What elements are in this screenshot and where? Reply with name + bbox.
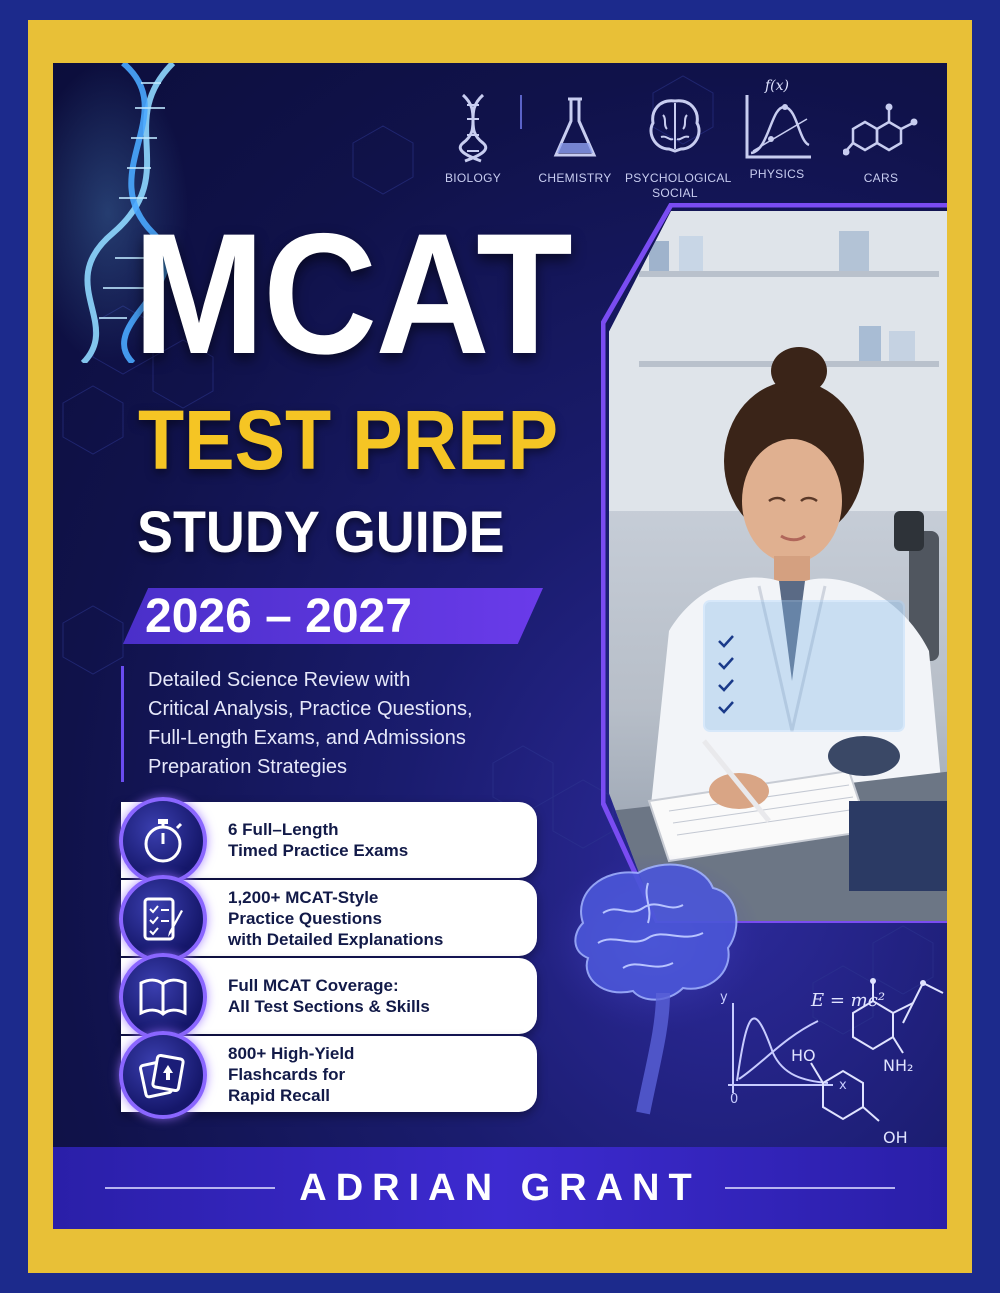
brain-icon (645, 93, 705, 163)
description-line: Full-Length Exams, and Admissions (148, 727, 466, 749)
category-label: PHYSICS (749, 167, 805, 181)
feature-line: with Detailed Explanations (228, 929, 444, 949)
description-line: Critical Analysis, Practice Questions, (148, 698, 473, 720)
graph-icon (741, 93, 813, 163)
category-chemistry (525, 93, 625, 186)
feature-line: 800+ High-Yield (228, 1043, 355, 1063)
molecule-nh2-label: NH₂ (883, 1056, 914, 1075)
feature-text (228, 958, 430, 1034)
feature-text (228, 880, 443, 956)
category-physics (727, 78, 827, 182)
title-study-guide: STUDY GUIDE (137, 500, 505, 565)
cover-panel (53, 63, 947, 1229)
category-label: CHEMISTRY (538, 171, 612, 185)
category-label: BIOLOGY (444, 171, 502, 185)
feature-practice-questions (121, 880, 537, 956)
category-cars (831, 93, 931, 186)
author-name: ADRIAN GRANT (299, 1167, 701, 1209)
student-photo (609, 211, 947, 921)
dna-icon (453, 93, 493, 163)
feature-icon-badge (119, 953, 207, 1041)
feature-line: Full MCAT Coverage: (228, 976, 399, 995)
checklist-icon (137, 893, 189, 945)
feature-icon-badge (119, 1031, 207, 1119)
graph-x-label: x (839, 1078, 847, 1093)
formula-emc2: E = mc² (811, 990, 886, 1011)
physics-formula: f(x) (764, 78, 789, 94)
feature-line: Timed Practice Exams (228, 841, 409, 860)
category-biology (423, 93, 523, 186)
feature-text (228, 1036, 354, 1112)
title-mcat: MCAT (133, 198, 571, 390)
flashcards-icon (137, 1049, 189, 1101)
category-divider (520, 95, 522, 129)
feature-line: Flashcards for (228, 1064, 346, 1084)
feature-icon-badge (119, 797, 207, 885)
category-label: PSYCHOLOGICAL (625, 171, 732, 185)
flask-icon (550, 93, 600, 163)
book-icon (137, 971, 189, 1023)
science-illustration (543, 853, 947, 1153)
description-line: Preparation Strategies (148, 756, 348, 778)
student-illustration (609, 211, 947, 921)
feature-line: All Test Sections & Skills (228, 997, 430, 1016)
description (121, 666, 568, 782)
graph-origin-label: 0 (730, 1092, 739, 1107)
feature-flashcards (121, 1036, 537, 1112)
feature-line: Practice Questions (228, 908, 383, 928)
feature-line: Rapid Recall (228, 1085, 331, 1105)
feature-line: 1,200+ MCAT-Style (228, 887, 379, 907)
stopwatch-icon (137, 815, 189, 867)
feature-icon-badge (119, 875, 207, 963)
category-label-line2: SOCIAL (652, 186, 698, 200)
title-test-prep: TEST PREP (138, 393, 559, 487)
feature-line: 6 Full–Length (228, 820, 339, 839)
category-label: CARS (863, 171, 899, 185)
feature-text (228, 802, 408, 878)
description-line: Detailed Science Review with (148, 669, 411, 691)
feature-full-coverage (121, 958, 537, 1034)
title-years: 2026 – 2027 (145, 590, 412, 643)
molecule-ho-label: HO (791, 1046, 816, 1065)
subject-categories (423, 78, 923, 213)
graph-y-label: y (720, 990, 728, 1005)
brain-illustration-icon (575, 865, 736, 1000)
molecule-icon (843, 93, 919, 163)
feature-practice-exams (121, 802, 537, 878)
molecule-oh-label: OH (883, 1128, 908, 1147)
category-psychological-social (625, 93, 732, 201)
